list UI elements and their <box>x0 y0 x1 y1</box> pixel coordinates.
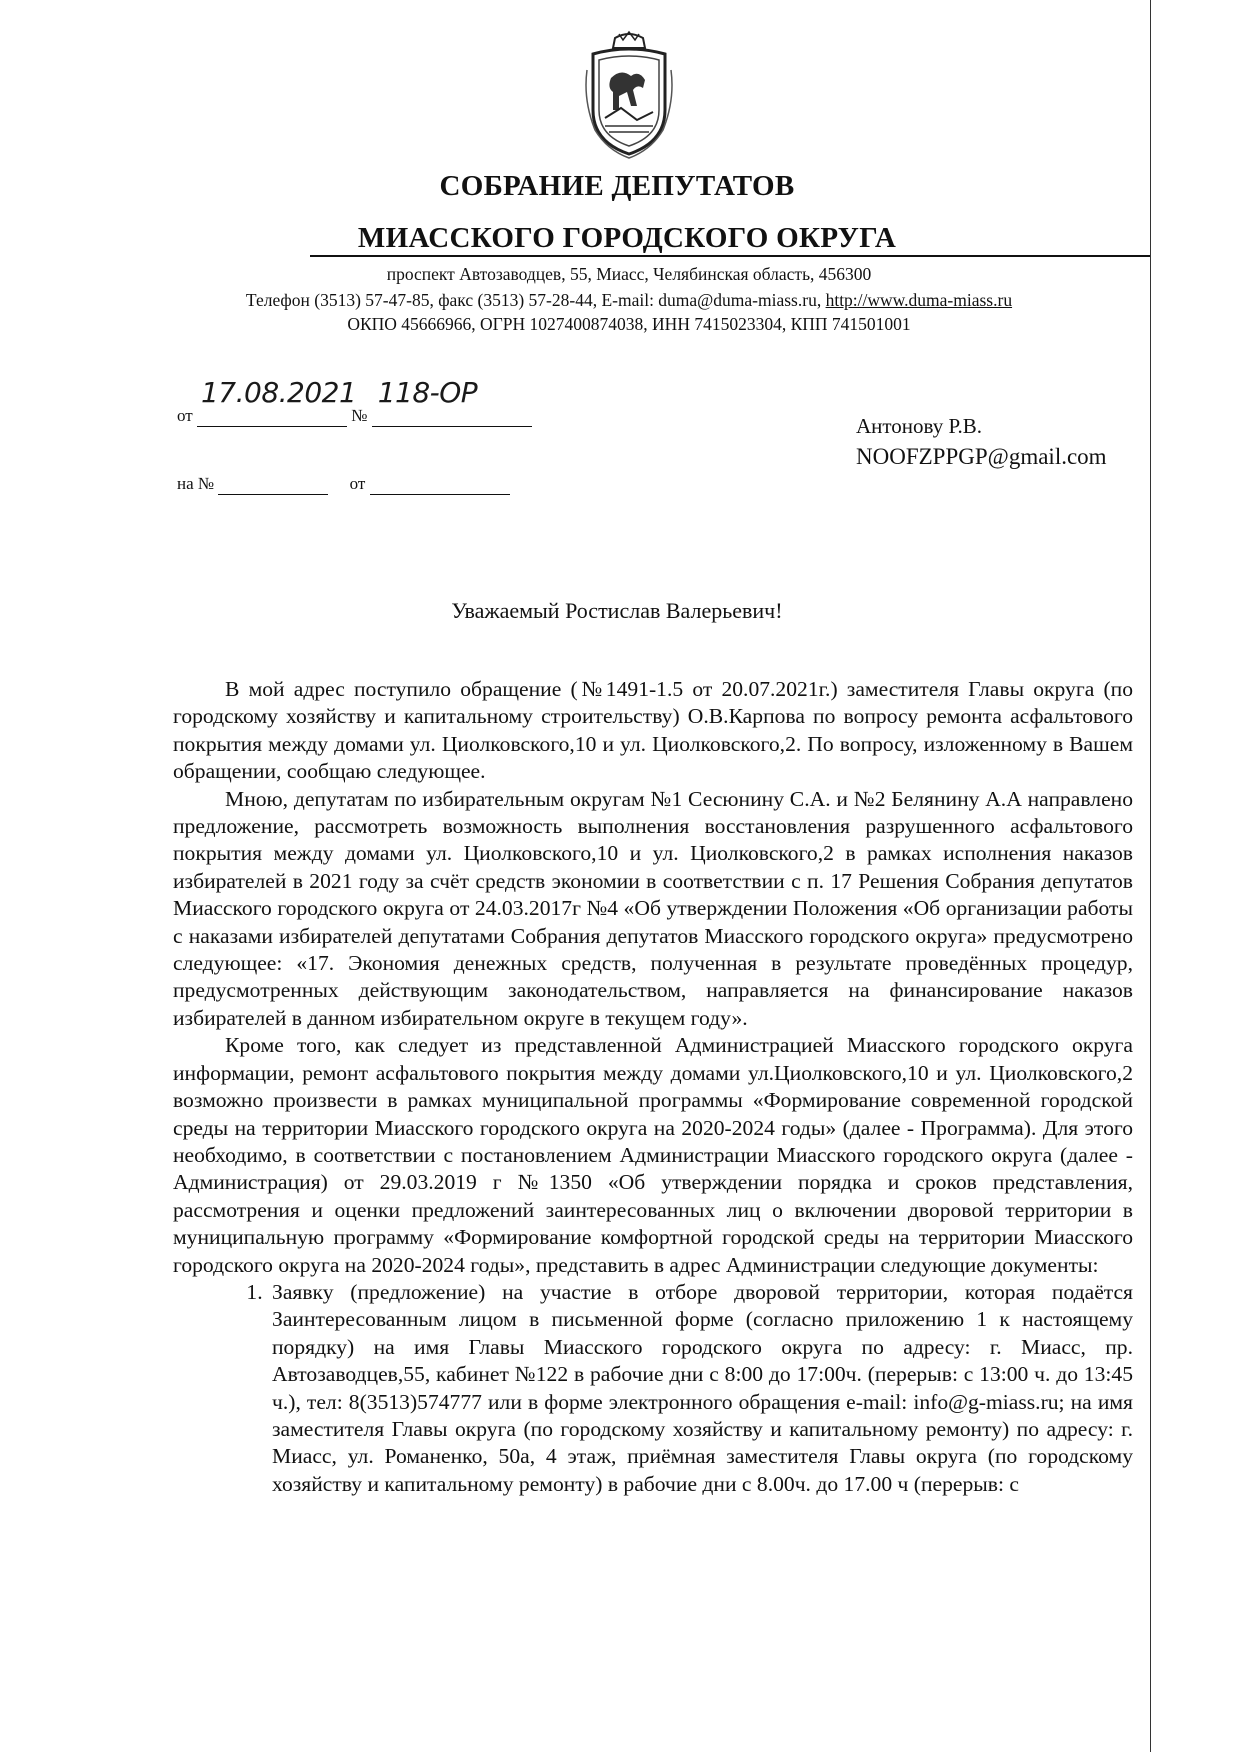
handwritten-date: 17.08.2021 <box>200 376 357 409</box>
handwritten-number: 118-ОР <box>377 376 478 409</box>
body-paragraph: Мною, депутатам по избирательным округам №1 Сесюнину С.А. и №2 Белянину А.А направлено предложение, рассмотреть возможность выполнения восстановления разрушенного асфальтового покрытия между домами ул. Циолковского,10 и ул. Циолковского,2 в рамках исполнения наказов избирателей в 2021 году за счёт средств экономии в соответствии с п. 17 Решения Собрания депутатов Миасского городского округа от 24.03.2017г №4 «Об утверждении Положения «Об организации работы с наказами избирателей депутатами Собрания депутатов Миасского городского округа» предусмотрено следующее: «17. Экономия денежных средств, полученная в результате проведённых процедур, предусмотренных действующим законодательством, направляется на финансирование наказов избирателей в данном избирательном округе в текущем году». <box>173 786 1133 1030</box>
org-website-link[interactable]: http://www.duma-miass.ru <box>825 290 1013 310</box>
header-divider <box>310 255 1150 257</box>
list-item: 1. Заявку (предложение) на участие в отборе дворовой территории, которая подаётся Заинтересованным лицом в письменной форме (согласно приложению 1 к настоящему порядку) на имя Главы Миасского городского округа по адресу: г. Миасс, пр. Автозаводцев,55, кабинет №122 в рабочие дни с 8:00 до 17:00ч. (перерыв: с 13:00 ч. до 13:45 ч.), тел: 8(3513)574777 или в форме электронного обращения e-mail: info@g-miass.ru; на имя заместителя Главы округа (по городскому хозяйству и капитальному ремонту) по адресу: г. Миасс, ул. Романенко, 50а, 4 этаж, приёмная заместителя Главы округа (по городскому хозяйству и капитальному ремонту) в рабочие дни с 8.00ч. до 17.00 ч (перерыв: с <box>268 1279 1133 1498</box>
incoming-number-blank <box>218 474 328 495</box>
number-label: № <box>351 406 368 425</box>
coat-of-arms-emblem <box>585 30 673 160</box>
salutation: Уважаемый Ростислав Валерьевич! <box>451 598 783 623</box>
letter-body <box>173 676 1133 1498</box>
required-documents-list <box>173 1279 1133 1498</box>
org-phone-fax-email: Телефон (3513) 57-47-85, факс (3513) 57-28-44, E-mail: duma@duma-miass.ru, <box>245 290 826 310</box>
scan-edge-line <box>1150 0 1151 1752</box>
outgoing-reference <box>177 376 532 427</box>
body-paragraph: В мой адрес поступило обращение (№1491-1.5 от 20.07.2021г.) заместителя Главы округа (по городскому хозяйству и капитальному строительству) О.В.Карпова по вопросу ремонта асфальтового покрытия между домами ул. Циолковского,10 и ул. Циолковского,2. По вопросу, изложенному в Вашем обращении, сообщаю следующее. <box>173 677 1133 784</box>
addressee-email: NOOFZPPGP@gmail.com <box>856 444 1107 469</box>
body-paragraph: Кроме того, как следует из представленной Администрацией Миасского городского округа информации, ремонт асфальтового покрытия между домами ул.Циолковского,10 и ул. Циолковского,2 возможно произвести в рамках муниципальной программы «Формирование современной городской среды на территории Миасского городского округа на 2020-2024 годы» (далее - Программа). Для этого необходимо, в соответствии с постановлением Администрации Миасского городского округа (далее - Администрация) от 29.03.2019 г №1350 «Об утверждении порядка и сроков представления, рассмотрения и оценки предложений заинтересованных лиц о включении дворовой территории в муниципальную программу «Формирование комфортной городской среды на территории Миасского городского округа на 2020-2024 годы», представить в адрес Администрации следующие документы: <box>173 1033 1133 1277</box>
org-title-line-2: МИАССКОГО ГОРОДСКОГО ОКРУГА <box>357 222 897 254</box>
incoming-date-blank <box>370 474 510 495</box>
on-from-label: от <box>349 474 366 493</box>
from-label: от <box>177 406 193 425</box>
addressee-name: Антонову Р.В. <box>856 414 983 438</box>
org-registry-codes: ОКПО 45666966, ОГРН 1027400874038, ИНН 7415023304, КПП 741501001 <box>347 314 911 334</box>
incoming-reference <box>177 474 510 495</box>
org-contacts <box>12 290 1234 311</box>
on-number-label: на № <box>177 474 215 493</box>
org-title-line-1: СОБРАНИЕ ДЕПУТАТОВ <box>439 170 795 202</box>
org-address: проспект Автозаводцев, 55, Миасс, Челябинская область, 456300 <box>386 264 872 284</box>
